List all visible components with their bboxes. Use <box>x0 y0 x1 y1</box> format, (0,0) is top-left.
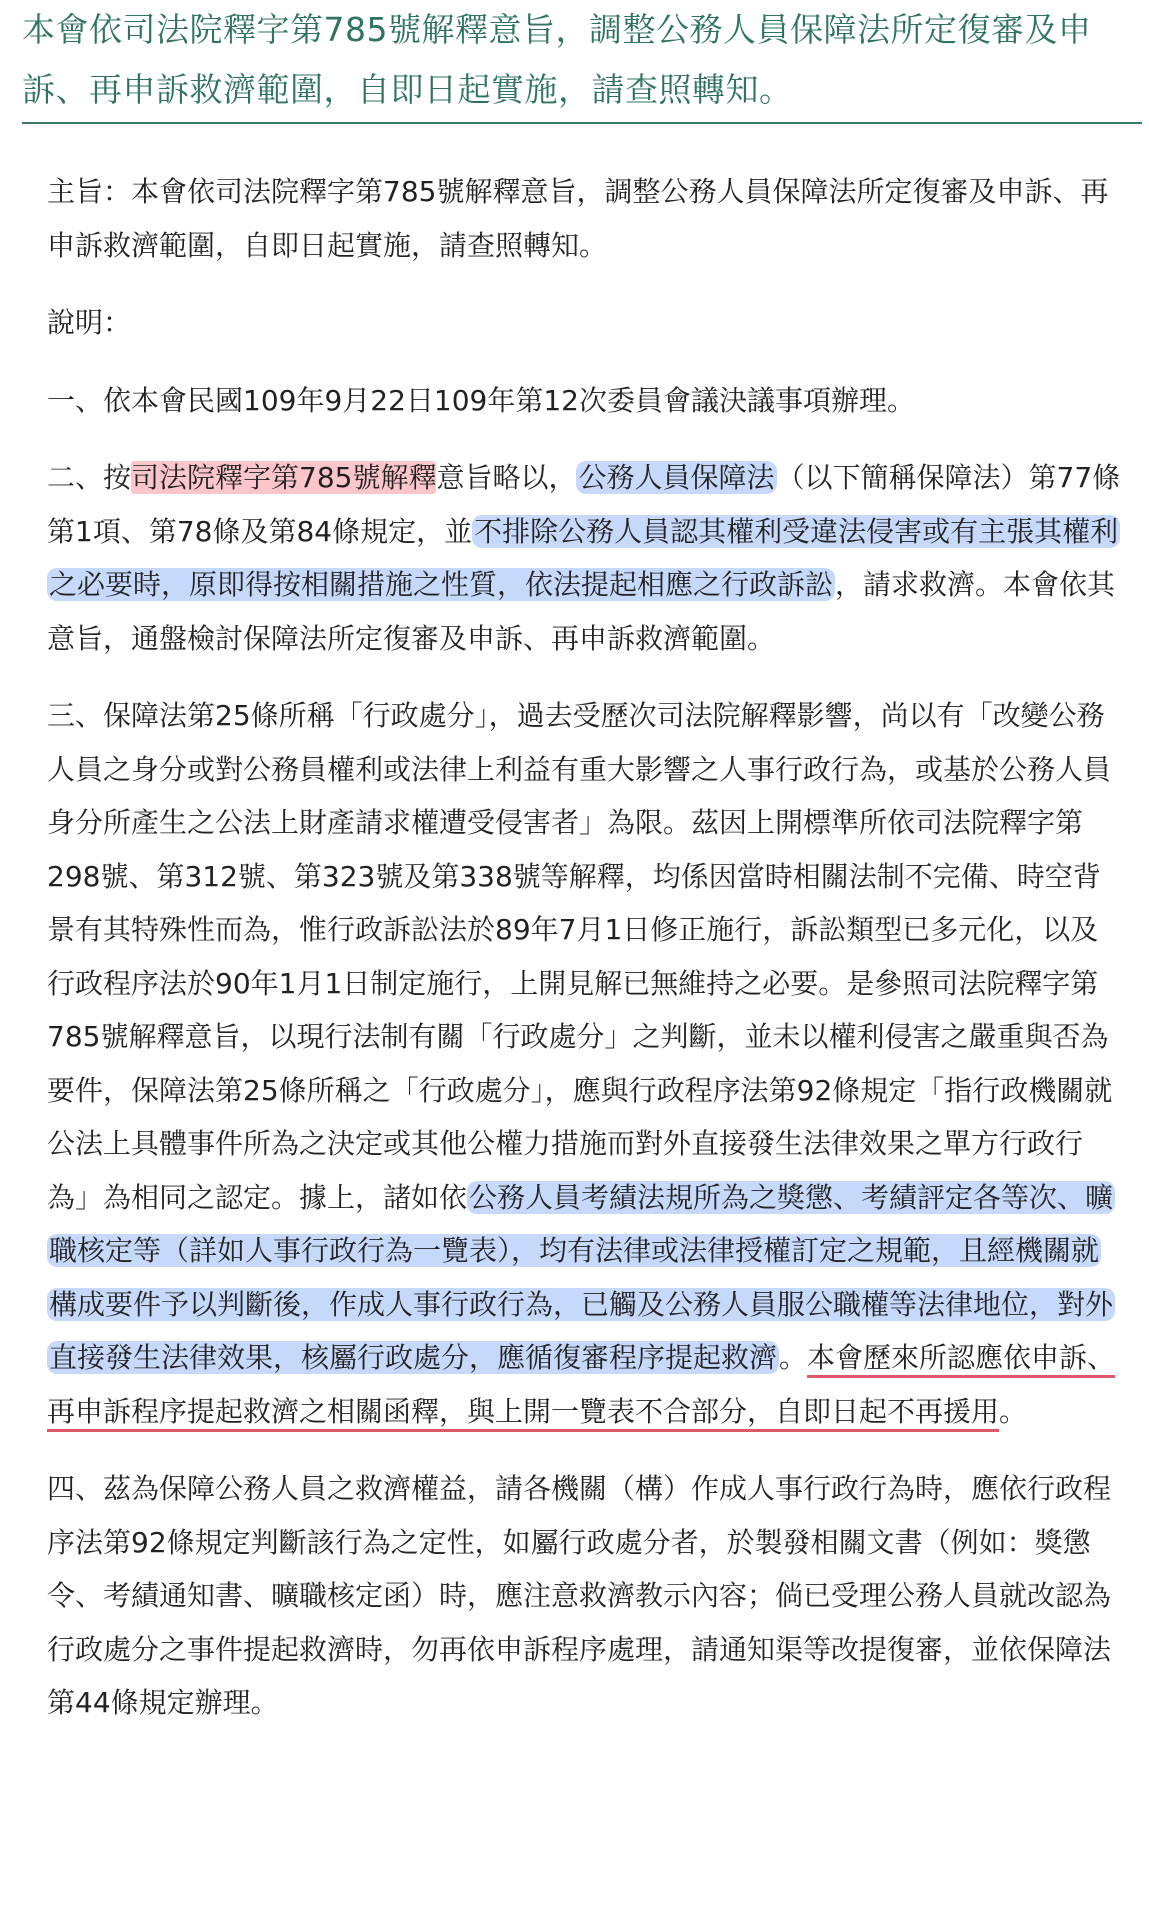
highlight-protection-act: 公務人員保障法 <box>578 461 775 494</box>
subject-paragraph: 主旨：本會依司法院釋字第785號解釋意旨，調整公務人員保障法所定復審及申訴、再申訴救濟範圍，自即日起實施，請查照轉知。 <box>47 175 1109 262</box>
highlight-administrative-litigation: 不排除公務人員認其權利受違法侵害或有主張其權利之必要時，原即得按相關措施之性質，依法提起相應之行政訴訟 <box>49 514 1119 601</box>
explanation-label: 說明： <box>47 306 132 339</box>
item-3-text: 。 <box>999 1394 1028 1428</box>
item-2-text: ，請求救濟。本會依其意旨，通盤檢討保障法所定復審及申訴、再申訴救濟範圍。 <box>47 568 1116 655</box>
item-2-paragraph <box>47 451 1125 665</box>
item-3-text: 三、保障法第25條所稱「行政處分」，過去受歷次司法院解釋影響，尚以有「改變公務人員之身分或對公務員權利或法律上利益有重大影響之人事行政行為，或基於公務人員身分所產生之公法上財產請求權遭受侵害者」為限。茲因上開標準所依司法院釋字第298號、第312號、第323號及第338號等解釋，均係因當時相關法制不完備、時空背景有其特殊性而為，惟行政訴訟法於89年7月1日修正施行，訴訟類型已多元化，以及行政程序法於90年1月1日制定施行，上開見解已無維持之必要。是參照司法院釋字第785號解釋意旨，以現行法制有關「行政處分」之判斷，並未以權利侵害之嚴重與否為要件，保障法第25條所稱之「行政處分」，應與行政程序法第92條規定「指行政機關就公法上具體事件所為之決定或其他公權力措施而對外直接發生法律效果之單方行政行為」為相同之認定。據上，諸如依 <box>47 699 1113 1214</box>
highlight-administrative-disposition: 公務人員考績法規所為之獎懲、考績評定各等次、曠職核定等（詳如人事行政行為一覽表），均有法律或法律授權訂定之規範，且經機關就構成要件予以判斷後，作成人事行政行為，已觸及公務人員服公職權等法律地位，對外直接發生法律效果，核屬行政處分，應循復審程序提起救濟 <box>49 1180 1114 1374</box>
item-3-text: 。 <box>779 1341 808 1374</box>
highlight-interpretation-785: 司法院釋字第785號解釋 <box>131 461 437 494</box>
item-2-text: 二、按 <box>47 461 132 494</box>
document-title: 本會依司法院釋字第785號解釋意旨，調整公務人員保障法所定復審及申訴、再申訴救濟範圍，自即日起實施，請查照轉知。 <box>22 10 1092 109</box>
item-3-paragraph <box>47 689 1125 1438</box>
underline-no-longer-applied: 本會歷來所認應依申訴、再申訴程序提起救濟之相關函釋，與上開一覽表不合部分，自即日起不再援用 <box>47 1341 1116 1428</box>
item-1-paragraph: 一、依本會民國109年9月22日109年第12次委員會議決議事項辦理。 <box>47 383 915 417</box>
title-divider <box>22 122 1142 124</box>
item-2-text: 意旨略以， <box>436 461 577 494</box>
item-4-paragraph: 四、茲為保障公務人員之救濟權益，請各機關（構）作成人事行政行為時，應依行政程序法第92條規定判斷該行為之定性，如屬行政處分者，於製發相關文書（例如：獎懲令、考績通知書、曠職核定函）時，應注意救濟教示內容；倘已受理公務人員就改認為行政處分之事件提起救濟時，勿再依申訴程序處理，請通知渠等改提復審，並依保障法第44條規定辦理。 <box>47 1472 1112 1719</box>
document-body <box>47 165 1125 1754</box>
item-2-text: （以下簡稱保障法）第77條第1項、第78條及第84條規定，並 <box>47 461 1121 548</box>
